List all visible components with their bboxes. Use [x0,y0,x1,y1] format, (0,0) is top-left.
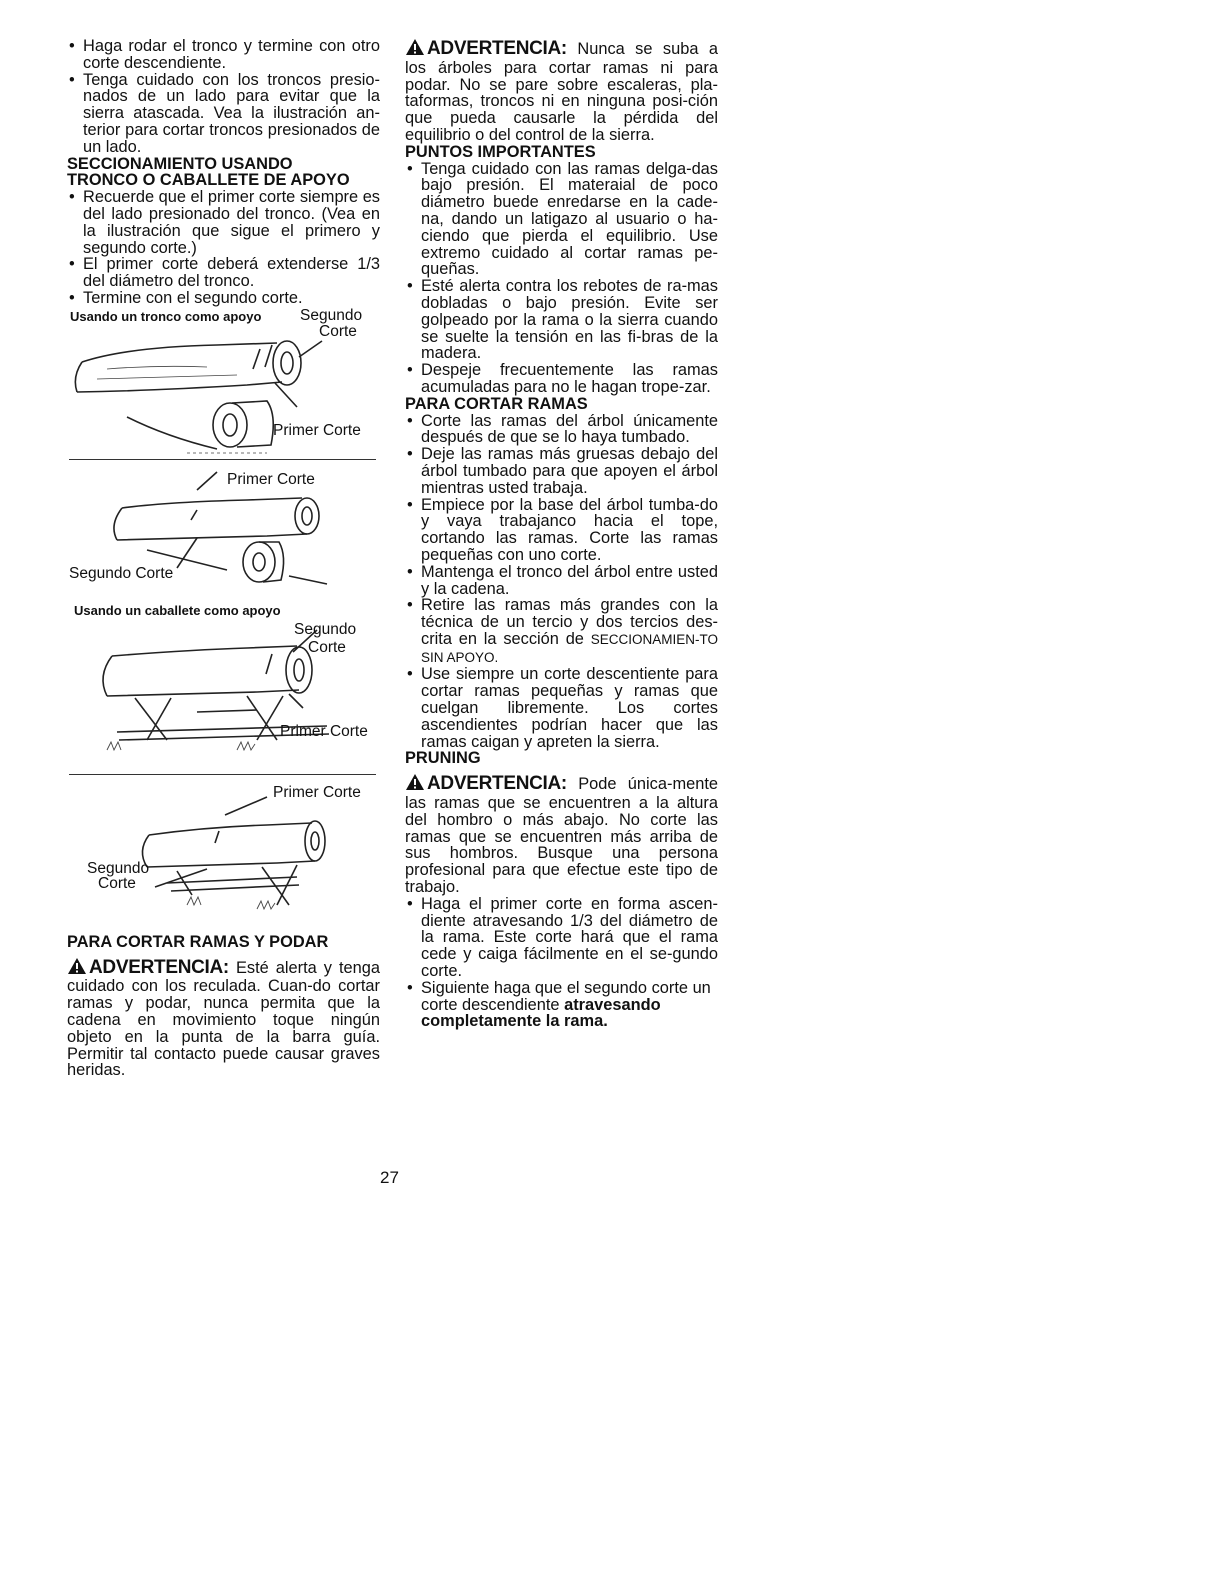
section-heading: PUNTOS IMPORTANTES [405,142,596,161]
section-heading: SECCIONAMIENTO USANDO TRONCO O CABALLETE DE APOYO [67,154,350,190]
figure-sawhorse-support-2 [67,775,380,928]
bullet-item: • Haga rodar el tronco y termine con otro corte descendiente. [67,38,380,72]
label-primer-corte: Primer Corte [280,722,368,740]
warning-label: ADVERTENCIA: [427,773,567,795]
left-column [67,38,380,1079]
bullet-item [405,980,718,1030]
warning-block [405,773,718,896]
bullet-item: • Recuerde que el primer corte siempre es del lado presionado del tronco. (Vea en la ilustración que sigue el primero y segundo corte.) [67,189,380,256]
bullet-item: • Tenga cuidado con los troncos presio-nados de un lado para evitar que la sierra atascada. Vea la ilustración an-terior para cortar troncos presionados de un lado. [67,72,380,156]
warning-label: ADVERTENCIA: [427,38,567,59]
warning-text: Nunca se suba a los árboles para cortar ramas ni para podar. No se pare sobre escaleras, pla-taformas, troncos ni en ninguna posi-ción que pueda causarle la pérdida del equilibrio o del control de la sierra. [405,40,718,144]
bullet-text: Retire las ramas más grandes con la técnica de un tercio y dos tercios des-crita en la sección de [421,596,718,648]
section-reference: SECCIONAMIEN-TO SIN APOYO. [421,631,718,665]
warning-label: ADVERTENCIA: [89,956,229,978]
figure-log-support-2 [67,460,380,600]
figure-log-support-1 [67,307,380,455]
section-heading: PRUNING [405,749,481,768]
bullet-item: • El primer corte deberá extenderse 1/3 del diámetro del tronco. [67,256,380,290]
page-number: 27 [380,1168,399,1187]
bullet-item: • Haga el primer corte en forma ascen-diente atravesando 1/3 del diámetro de la rama. Este corte hará que el rama cede y caiga fácilmente en el se-gundo corte. [405,896,718,980]
label-primer-corte: Primer Corte [227,470,315,488]
bullet-text: Siguiente haga que el segundo corte un corte descendiente [421,978,711,1014]
figure-sawhorse-support-1 [67,600,380,770]
warning-triangle-icon [67,957,87,979]
label-primer-corte: Primer Corte [273,421,361,439]
warning-triangle-icon [405,38,425,60]
bullet-item: • Despeje frecuentemente las ramas acumuladas para no le hagan trope-zar. [405,362,718,396]
bullet-item: • Mantenga el tronco del árbol entre usted y la cadena. [405,564,718,598]
bullet-item: • Empiece por la base del árbol tumba-do y vaya trabajanco hacia el tope, cortando las ramas. Corte las ramas pequeñas con uno corte. [405,497,718,564]
bullet-item [405,597,718,666]
warning-block [67,957,380,1080]
section-heading: PARA CORTAR RAMAS Y PODAR [67,932,329,951]
figure-caption: Usando un caballete como apoyo [74,602,281,618]
bullet-item: • Deje las ramas más gruesas debajo del árbol tumbado para que apoyen el árbol mientras usted trabaja. [405,446,718,496]
label-primer-corte: Primer Corte [273,783,361,801]
bullet-item: • Corte las ramas del árbol únicamente después de que se lo haya tumbado. [405,413,718,447]
label-segundo-corte: Segundo Corte [69,564,174,582]
warning-triangle-icon [405,773,425,795]
label-corte: Corte [319,322,357,340]
label-segundo: Segundo [87,859,150,877]
bullet-emphasis: atravesando completamente la rama. [421,995,661,1031]
section-heading: PARA CORTAR RAMAS [405,394,588,413]
warning-text: Esté alerta y tenga cuidado con los reculada. Cuan-do cortar ramas y podar, nunca permita que la cadena en movimiento toque ningún objeto en la punta de la barra guía. Permitir tal contacto puede causar graves heridas. [67,958,381,1080]
bullet-item: • Termine con el segundo corte. [67,290,380,307]
label-corte: Corte [308,638,346,656]
bullet-item: • Use siempre un corte descentiente para cortar ramas pequeñas y ramas que cuelgan libremente. Los cortes ascendientes podrían hacer que las ramas caigan y apreten la sierra. [405,666,718,750]
warning-block [405,38,718,144]
label-segundo: Segundo [294,620,357,638]
right-column [405,38,718,1030]
figure-caption: Usando un tronco como apoyo [70,308,262,324]
label-corte: Corte [98,874,136,892]
label-segundo: Segundo [300,306,363,324]
warning-text: Pode única-mente las ramas que se encuentren a la altura del hombro o más abajo. No corte las ramas que se encuentren más arriba de sus hombros. Busque una persona profesional para que efectue este tipo de trabajo. [405,775,718,897]
bullet-item: • Esté alerta contra los rebotes de ra-mas dobladas o bajo presión. Evite ser golpeado por la rama o la sierra cuando se suelte la tensión en las fi-bras de la madera. [405,278,718,362]
bullet-item: • Tenga cuidado con las ramas delga-das bajo presión. El materaial de poco diámetro buede enredarse en la cade-na, dando un latigazo al usuario o ha-ciendo que pierda el equilibrio. Use extremo cuidado al cortar ramas pe-queñas. [405,161,718,279]
